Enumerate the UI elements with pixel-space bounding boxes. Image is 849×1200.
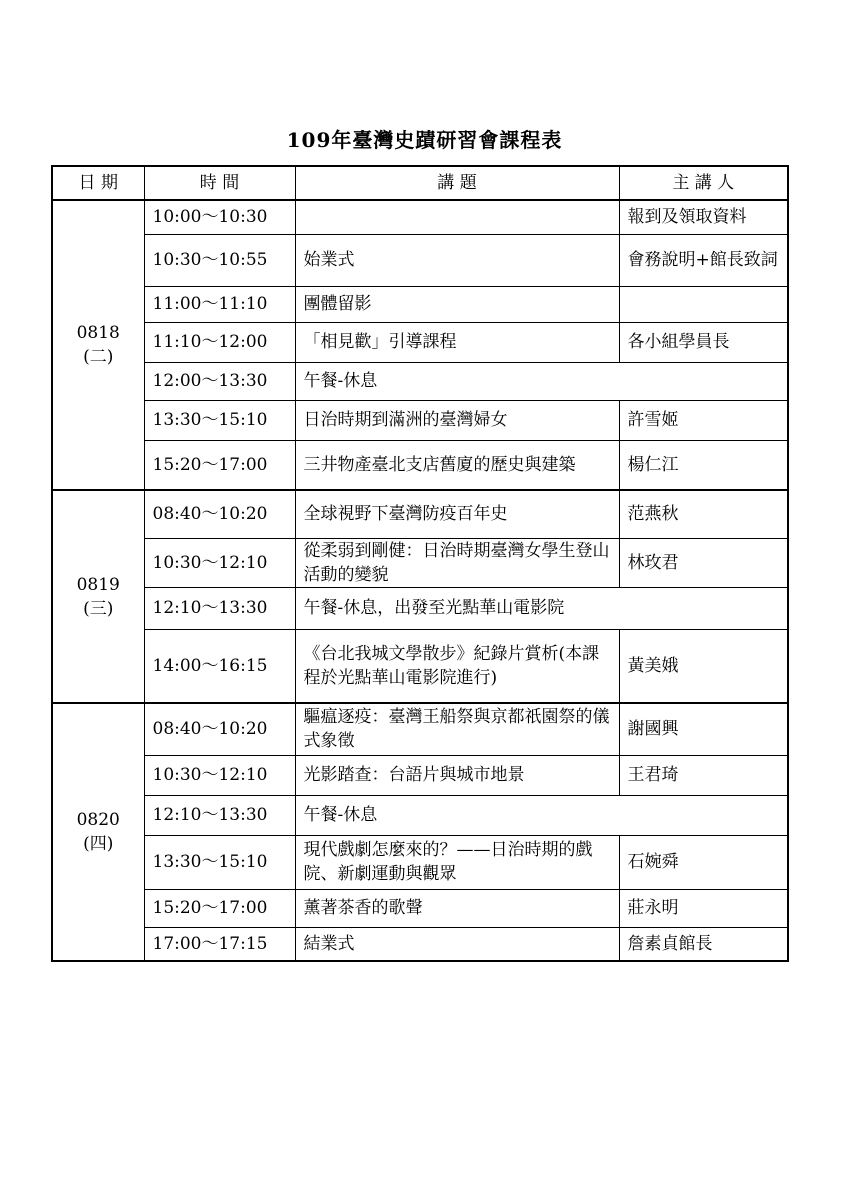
- schedule-table: [51, 165, 789, 962]
- time-cell: 11:00～11:10: [144, 286, 295, 322]
- time-cell: 12:00～13:30: [144, 362, 295, 400]
- speaker-cell: 報到及領取資料: [619, 200, 788, 234]
- topic-cell: 午餐-休息: [295, 795, 788, 835]
- speaker-cell: 楊仁江: [619, 440, 788, 490]
- table-row: [52, 400, 788, 440]
- topic-cell: [295, 200, 619, 234]
- date-label: 0820: [76, 810, 120, 830]
- table-row: [52, 703, 788, 755]
- date-label: 0819: [76, 574, 120, 595]
- table-row: [52, 755, 788, 795]
- topic-cell: 三井物產臺北支店舊廈的歷史與建築: [295, 440, 619, 490]
- topic-cell: 驅瘟逐疫：臺灣王船祭與京都祇園祭的儀式象徵: [295, 703, 619, 755]
- weekday-label: (二): [83, 347, 114, 367]
- table-row: [52, 927, 788, 961]
- date-cell: [52, 490, 144, 703]
- header-speaker-label: 主 講 人: [672, 173, 735, 193]
- speaker-cell: 各小組學員長: [619, 322, 788, 362]
- time-cell: 14:00～16:15: [144, 629, 295, 703]
- speaker-cell: 詹素貞館長: [619, 927, 788, 961]
- header-time: [144, 166, 295, 200]
- time-cell: 12:10～13:30: [144, 795, 295, 835]
- time-cell: 17:00～17:15: [144, 927, 295, 961]
- date-cell: [52, 703, 144, 961]
- header-topic: [295, 166, 619, 200]
- header-date-label: 日 期: [78, 173, 118, 193]
- topic-cell: 《台北我城文學散步》紀錄片賞析(本課程於光點華山電影院進行): [295, 629, 619, 703]
- table-row: [52, 322, 788, 362]
- header-speaker: [619, 166, 788, 200]
- topic-cell: 現代戲劇怎麼來的？——日治時期的戲院、新劇運動與觀眾: [295, 835, 619, 889]
- speaker-cell: 許雪姬: [619, 400, 788, 440]
- topic-cell: 「相見歡」引導課程: [295, 322, 619, 362]
- header-row: [52, 166, 788, 200]
- date-label: 0818: [76, 323, 120, 343]
- speaker-cell: 謝國興: [619, 703, 788, 755]
- day-group: [52, 490, 788, 703]
- speaker-cell: 林玫君: [619, 538, 788, 587]
- topic-cell: 日治時期到滿洲的臺灣婦女: [295, 400, 619, 440]
- topic-cell: 團體留影: [295, 286, 619, 322]
- time-cell: 12:10～13:30: [144, 587, 295, 629]
- header-date: [52, 166, 144, 200]
- table-row: [52, 795, 788, 835]
- table-row: [52, 362, 788, 400]
- table-row: [52, 835, 788, 889]
- speaker-cell: 會務說明+館長致詞: [619, 234, 788, 286]
- table-row: [52, 587, 788, 629]
- speaker-cell: 莊永明: [619, 889, 788, 927]
- time-cell: 13:30～15:10: [144, 835, 295, 889]
- topic-cell: 從柔弱到剛健：日治時期臺灣女學生登山活動的變貌: [295, 538, 619, 587]
- table-row: [52, 538, 788, 587]
- time-cell: 08:40～10:20: [144, 703, 295, 755]
- topic-cell: 午餐-休息，出發至光點華山電影院: [295, 587, 788, 629]
- time-cell: 08:40～10:20: [144, 490, 295, 538]
- day-group: [52, 703, 788, 961]
- time-cell: 10:30～10:55: [144, 234, 295, 286]
- header-time-label: 時 間: [199, 173, 240, 193]
- topic-cell: 結業式: [295, 927, 619, 961]
- speaker-cell: 黃美娥: [619, 629, 788, 703]
- table-row: [52, 286, 788, 322]
- topic-cell: 光影踏查：台語片與城市地景: [295, 755, 619, 795]
- table-row: [52, 234, 788, 286]
- speaker-cell: [619, 286, 788, 322]
- table-row: [52, 629, 788, 703]
- topic-cell: 薰著茶香的歌聲: [295, 889, 619, 927]
- time-cell: 15:20～17:00: [144, 889, 295, 927]
- table-row: [52, 200, 788, 234]
- header-topic-label: 講 題: [437, 173, 477, 193]
- time-cell: 10:30～12:10: [144, 538, 295, 587]
- speaker-cell: 王君琦: [619, 755, 788, 795]
- date-cell: [52, 200, 144, 490]
- table-row: [52, 440, 788, 490]
- topic-cell: 始業式: [295, 234, 619, 286]
- weekday-label: (三): [83, 598, 114, 619]
- weekday-label: (四): [83, 834, 114, 854]
- topic-cell: 午餐-休息: [295, 362, 788, 400]
- time-cell: 15:20～17:00: [144, 440, 295, 490]
- time-cell: 11:10～12:00: [144, 322, 295, 362]
- topic-cell: 全球視野下臺灣防疫百年史: [295, 490, 619, 538]
- speaker-cell: 石婉舜: [619, 835, 788, 889]
- page-title: 109年臺灣史蹟研習會課程表: [286, 128, 563, 152]
- table-row: [52, 889, 788, 927]
- table-row: [52, 490, 788, 538]
- day-group: [52, 200, 788, 490]
- speaker-cell: 范燕秋: [619, 490, 788, 538]
- time-cell: 10:30～12:10: [144, 755, 295, 795]
- time-cell: 13:30～15:10: [144, 400, 295, 440]
- time-cell: 10:00～10:30: [144, 200, 295, 234]
